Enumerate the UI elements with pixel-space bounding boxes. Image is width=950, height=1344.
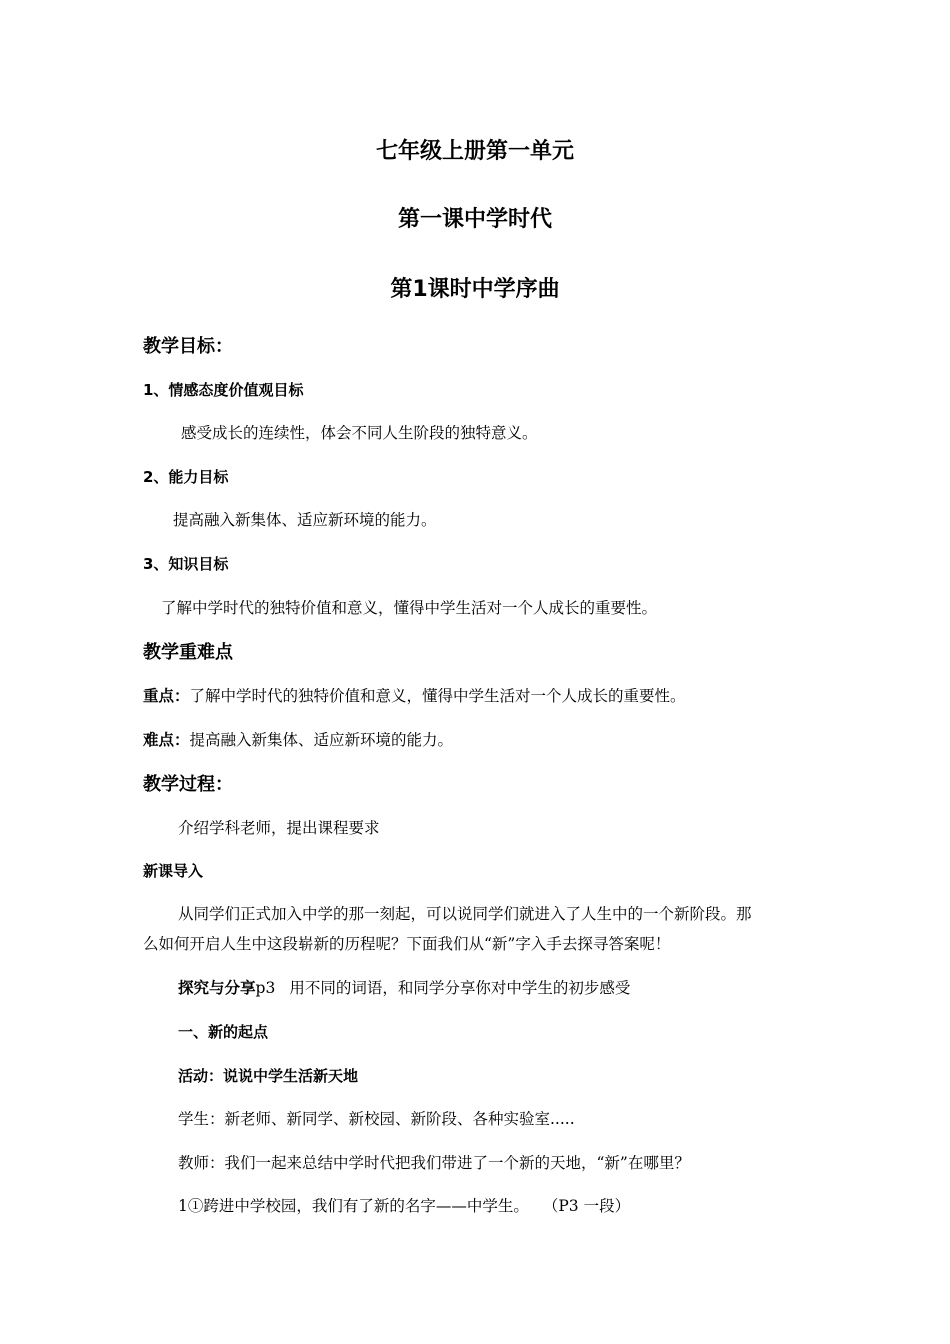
focus-line	[143, 689, 686, 705]
focus-text: 了解中学时代的独特价值和意义，懂得中学生活对一个人成长的重要性。	[189, 687, 686, 705]
student-line: 学生：新老师、新同学、新校园、新阶段、各种实验室.....	[178, 1110, 575, 1128]
objective-1-heading: 1、情感态度价值观目标	[143, 381, 304, 399]
process-heading: 教学过程：	[143, 774, 233, 795]
point-1-text: 1①跨进中学校园，我们有了新的名字——中学生。	[178, 1197, 529, 1215]
section-1-heading: 一、新的起点	[178, 1023, 269, 1041]
intro-paragraph-line-1: 从同学们正式加入中学的那一刻起，可以说同学们就进入了人生中的一个新阶段。那	[178, 905, 752, 923]
point-1-ref: （P3 一段）	[542, 1197, 631, 1215]
lesson-title: 第一课中学时代	[397, 207, 552, 232]
objective-2-text: 提高融入新集体、适应新环境的能力。	[173, 511, 437, 529]
intro-paragraph-line-2: 么如何开启人生中这段崭新的历程呢？下面我们从“新”字入手去探寻答案呢！	[143, 935, 671, 953]
explore-text: 用不同的词语，和同学分享你对中学生的初步感受	[289, 979, 631, 997]
objective-1-text: 感受成长的连续性，体会不同人生阶段的独特意义。	[181, 424, 538, 442]
objectives-heading: 教学目标：	[143, 336, 233, 357]
objective-3-heading: 3、知识目标	[143, 555, 229, 573]
focus-label: 重点：	[143, 687, 190, 705]
new-lesson-heading: 新课导入	[143, 862, 204, 880]
difficulty-line	[143, 733, 453, 749]
process-intro: 介绍学科老师，提出课程要求	[178, 819, 380, 837]
key-points-heading: 教学重难点	[143, 642, 233, 663]
difficulty-text: 提高融入新集体、适应新环境的能力。	[189, 731, 454, 749]
objective-2-heading: 2、能力目标	[143, 468, 229, 486]
explore-label: 探究与分享	[178, 979, 256, 997]
activity-heading: 活动：说说中学生活新天地	[178, 1067, 359, 1085]
period-title: 第1课时中学序曲	[390, 277, 560, 302]
point-1-line	[178, 1199, 630, 1215]
explore-page: p3	[255, 979, 276, 997]
difficulty-label: 难点：	[143, 731, 190, 749]
unit-title: 七年级上册第一单元	[375, 139, 574, 164]
explore-line	[178, 981, 630, 997]
objective-3-text: 了解中学时代的独特价值和意义，懂得中学生活对一个人成长的重要性。	[161, 599, 658, 617]
teacher-line: 教师：我们一起来总结中学时代把我们带进了一个新的天地，“新”在哪里？	[178, 1154, 690, 1172]
